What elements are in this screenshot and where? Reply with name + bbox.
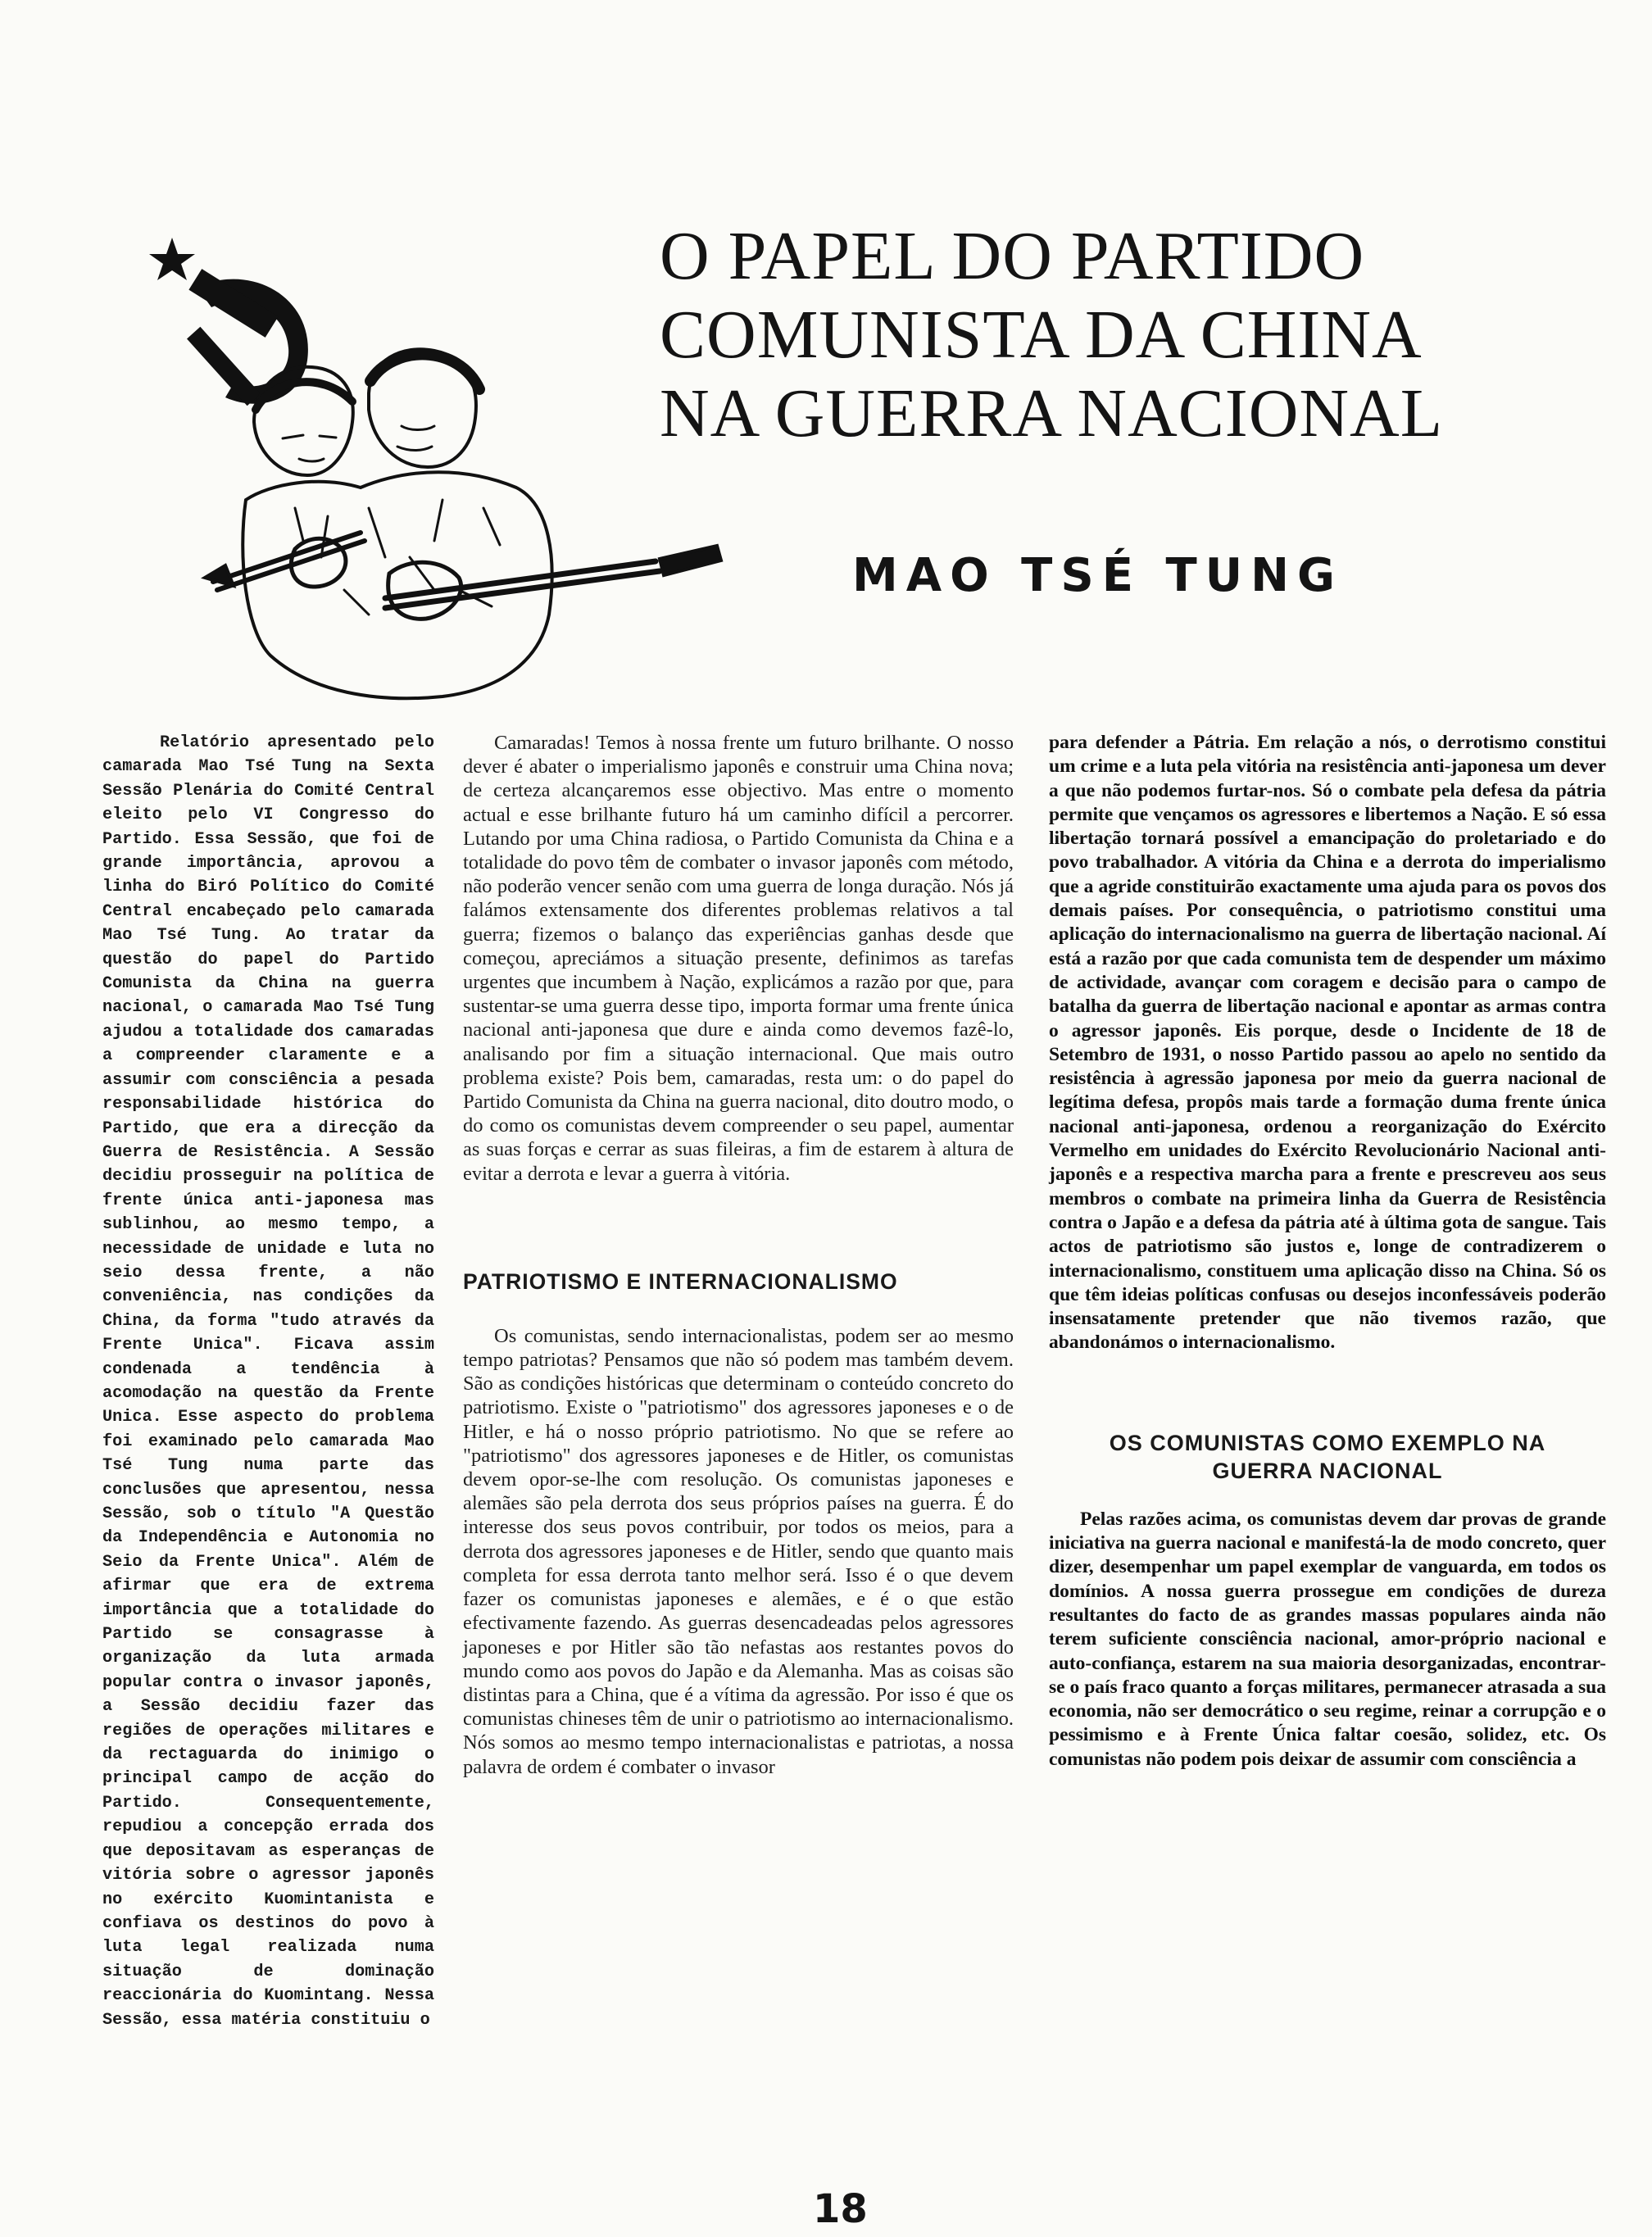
- body-paragraph: Camaradas! Temos à nossa frente um futuro brilhante. O nosso dever é abater o imperialismo japonês e construir uma China nova; de certeza alcançaremos esse objectivo. Mas entre o momento actual e esse brilhante futuro há um caminho difícil a percorrer. Lutando por uma China radiosa, o Partido Comunista da China e a totalidade do povo têm de combater o invasor japonês com método, não poderão vencer senão com uma guerra de longa duração. Nós já falámos extensamente dos diferentes problemas relativos a tal guerra; fizemos o balanço das experiências ganhas desde que começou, apreciámos a situação presente, definimos as tarefas urgentes que incumbem à Nação, explicámos a razão por que, para sustentar-se uma guerra desse tipo, importa formar uma frente única nacional anti-japonesa que dure e ainda como devemos fazê-lo, analisando por fim a situação internacional. Que mais outro problema existe? Pois bem, camaradas, resta um: o do papel do Partido Comunista da China na guerra nacional, dito doutro modo, o do como os comunistas devem compreender o seu papel, aumentar as suas forças e cerrar as suas fileiras, a fim de estarem à altura de evitar a derrota e levar a guerra à vitória.: [463, 732, 1014, 1185]
- body-paragraph: Pelas razões acima, os comunistas devem dar provas de grande iniciativa na guerra nacional e manifestá-la de modo concreto, quer dizer, desempenhar um papel exemplar de vanguarda, em todos os domínios. A nossa guerra prossegue em condições de dureza resultantes do facto de as grandes massas populares ainda não terem suficiente consciência nacional, amor-próprio nacional e auto-confiança, estarem na sua maioria desorganizadas, encontrar-se o país fraco quanto a forças militares, permanecer atrasada a sua economia, não ser democrático o seu regime, reinar a corrupção e o pessimismo e à Frente Única faltar coesão, solidez, etc. Os comunistas não podem pois deixar de assumir com consciência a: [1049, 1508, 1606, 1770]
- body-paragraph: para defender a Pátria. Em relação a nós, o derrotismo constitui um crime e a luta pela vitória na resistência anti-japonesa um dever a que não podemos furtar-nos. Só o combate pela defesa da pátria permite que vençamos os agressores e libertemos a Nação. E só essa libertação tornará possível a emancipação do proletariado e do povo trabalhador. A vitória da China e a derrota do imperialismo que a agride constituirão exactamente uma ajuda para os povos dos demais países. Por consequência, o patriotismo constitui uma aplicação do internacionalismo na guerra de libertação nacional. Aí está a razão por que cada comunista tem de despender um máximo de actividade, avançar com coragem e decisão para o campo de batalha da guerra de libertação nacional e apontar as armas contra o agressor japonês. Eis porque, desde o Incidente de 18 de Setembro de 1931, o nosso Partido passou ao apelo no sentido da resistência à agressão japonesa por meio da guerra nacional de legítima defesa, propôs mais tarde a formação duma frente única nacional anti-japonesa, ordenou a reorganização do Exército Vermelho em unidades do Exército Revolucionário Nacional anti-japonês e a respectiva marcha para a frente e prescreveu aos seus membros o combate na primeira linha da Guerra de Resistência contra o Japão e a defesa da pátria até à última gota de sangue. Tais actos de patriotismo são justos e, longe de contradizerem o internacionalismo, constituem uma aplicação disso na China. Só os que têm ideias políticas confusas ou desejos inconfessáveis poderão insensatamente pretender que não tivemos razão, que abandonámos o internacionalismo.: [1049, 732, 1606, 1354]
- two-soldiers-with-rifles-drawing: [197, 344, 738, 705]
- body-paragraph: Os comunistas, sendo internacionalistas, podem ser ao mesmo tempo patriotas? Pensamos que não só podem mas também devem. São as condições históricas que determinam o conteúdo concreto do patriotismo. Existe o "patriotismo" dos agressores japoneses e o de Hitler, e há o nosso próprio patriotismo. No que se refere ao "patriotismo" dos agressores japoneses e de Hitler, os comunistas devem opor-se-lhe com resolução. Os comunistas japoneses e alemães são pela derrota dos seus próprios países na guerra. É do interesse dos seus povos contribuir, por todos os meios, para a derrota dos agressores japoneses e de Hitler, sendo que quanto mais completa for essa derrota tanto melhor será. Isso é o que devem fazer os comunistas japoneses e alemães, e é o que estão efectivamente fazendo. As guerras desencadeadas pelos agressores japoneses e por Hitler são tão nefastas aos restantes povos do mundo como aos povos do Japão e da Alemanha. Mas as coisas são distintas para a China, que é a vítima da agressão. Por isso é que os comunistas chineses têm de unir o patriotismo ao internacionalismo. Nós somos ao mesmo tempo internacionalistas e patriotas, a nossa palavra de ordem é combater o invasor: [463, 1324, 1014, 1778]
- section-heading: PATRIOTISMO E INTERNACIONALISMO: [463, 1268, 898, 1294]
- article-title: [660, 217, 1610, 453]
- title-line-2: COMUNISTA DA CHINA: [660, 297, 1423, 373]
- section-heading-line-2: GUERRA NACIONAL: [1212, 1458, 1443, 1483]
- intro-paragraph: Relatório apresentado pelo camarada Mao Tsé Tung na Sexta Sessão Plenária do Comité Central eleito pelo VI Congresso do Partido. Essa Sessão, que foi de grande importância, aprovou a linha do Biró Político do Comité Central encabeçado pelo camarada Mao Tsé Tung. Ao tratar da questão do papel do Partido Comunista da China na guerra nacional, o camarada Mao Tsé Tung ajudou a totalidade dos camaradas a compreender claramente e a assumir com consciência a pesada responsabilidade histórica do Partido, que era a direcção da Guerra de Resistência. A Sessão decidiu prosseguir na política de frente única anti-japonesa mas sublinhou, ao mesmo tempo, a necessidade de unidade e luta no seio dessa frente, a não conveniência, nas condições da China, da forma "tudo através da Frente Unica". Ficava assim condenada a tendência à acomodação na questão da Frente Unica. Esse aspecto do problema foi examinado pelo camarada Mao Tsé Tung numa parte das conclusões que apresentou, nessa Sessão, sob o título "A Questão da Independência e Autonomia no Seio da Frente Unica". Além de afirmar que era de extrema importância que a totalidade do Partido se consagrasse à organização da luta armada popular contra o invasor japonês, a Sessão decidiu fazer das regiões de operações militares e da rectaguarda do inimigo o principal campo de acção do Partido. Consequentemente, repudiou a concepção errada dos que depositavam as esperanças de vitória sobre o agressor japonês no exército Kuomintanista e confiava os destinos do povo à luta legal realizada numa situação de dominação reaccionária do Kuomintang. Nessa Sessão, essa matéria constituiu o: [102, 733, 434, 2030]
- page-number: 18: [813, 2186, 868, 2232]
- title-line-1: O PAPEL DO PARTIDO: [660, 218, 1365, 294]
- title-line-3: NA GUERRA NACIONAL: [660, 375, 1444, 451]
- article-author: MAO TSÉ TUNG: [852, 549, 1343, 602]
- right-column: [1049, 731, 1606, 1772]
- left-column: [102, 731, 434, 2032]
- middle-column: [463, 731, 1014, 1779]
- section-heading: [1049, 1429, 1606, 1485]
- section-heading-line-1: OS COMUNISTAS COMO EXEMPLO NA: [1109, 1430, 1546, 1455]
